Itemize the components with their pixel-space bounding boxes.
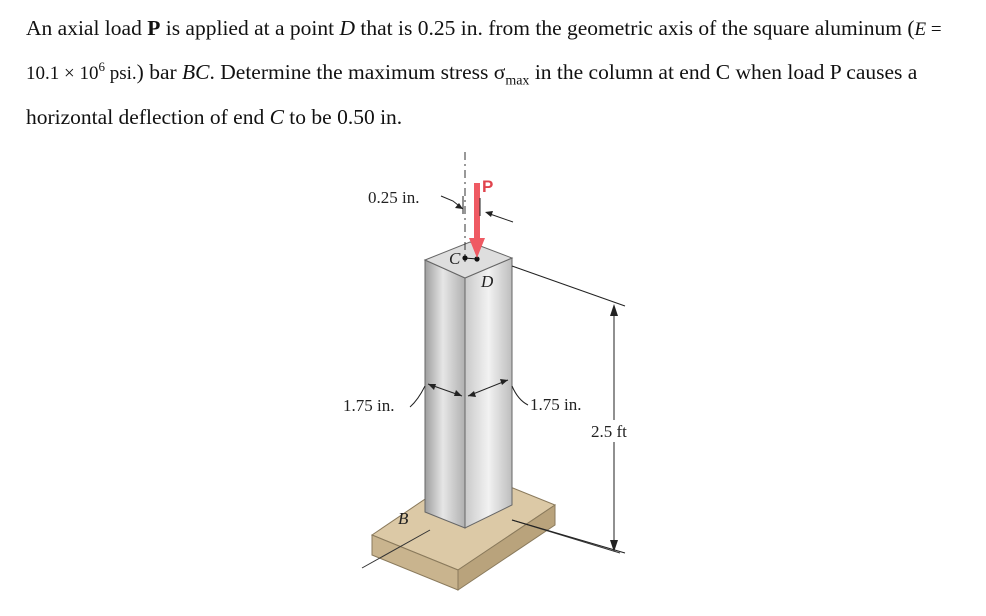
text-seg: to be 0.50 in.	[283, 105, 403, 130]
height-arrow-top	[610, 304, 618, 316]
eccentricity-label: 0.25 in.	[368, 188, 420, 207]
text-seg: in the column at end C when load P causes a horizontal deflection of end	[26, 60, 918, 130]
text-seg: is applied at a point	[160, 16, 340, 40]
load-label: P	[482, 177, 494, 196]
column-figure	[300, 148, 700, 608]
width-right-label: 1.75 in.	[530, 395, 582, 414]
width-right-leader	[512, 386, 528, 405]
sigma-subscript: max	[505, 73, 530, 89]
height-ext-top	[512, 266, 625, 306]
modulus-exponent: 6	[98, 59, 105, 74]
eccentricity-arrow-right	[485, 211, 493, 217]
modulus-value: = 10.1 × 10	[26, 19, 942, 85]
text-seg: An axial load	[26, 16, 148, 40]
height-label: 2.5 ft	[591, 422, 627, 441]
width-left-label: 1.75 in.	[343, 396, 395, 415]
point-symbol: D	[339, 16, 356, 40]
load-symbol: P	[147, 16, 161, 40]
text-seg: that is 0.25 in. from the geometric axis of the square aluminum (	[355, 16, 915, 40]
end-symbol: C	[269, 105, 284, 130]
point-d-label: D	[481, 272, 494, 291]
modulus-symbol: E	[914, 19, 927, 40]
point-b-label: B	[398, 509, 409, 528]
modulus-unit: psi.	[104, 63, 137, 85]
eccentricity-leader-right	[490, 214, 513, 222]
problem-statement	[26, 10, 971, 136]
bar-symbol: BC	[182, 60, 210, 85]
point-c-label: C	[449, 249, 461, 268]
text-seg: ) bar	[136, 60, 183, 85]
text-seg: . Determine the maximum stress σ	[209, 60, 506, 85]
load-arrow-shaft	[474, 183, 480, 241]
width-left-leader	[410, 386, 425, 407]
